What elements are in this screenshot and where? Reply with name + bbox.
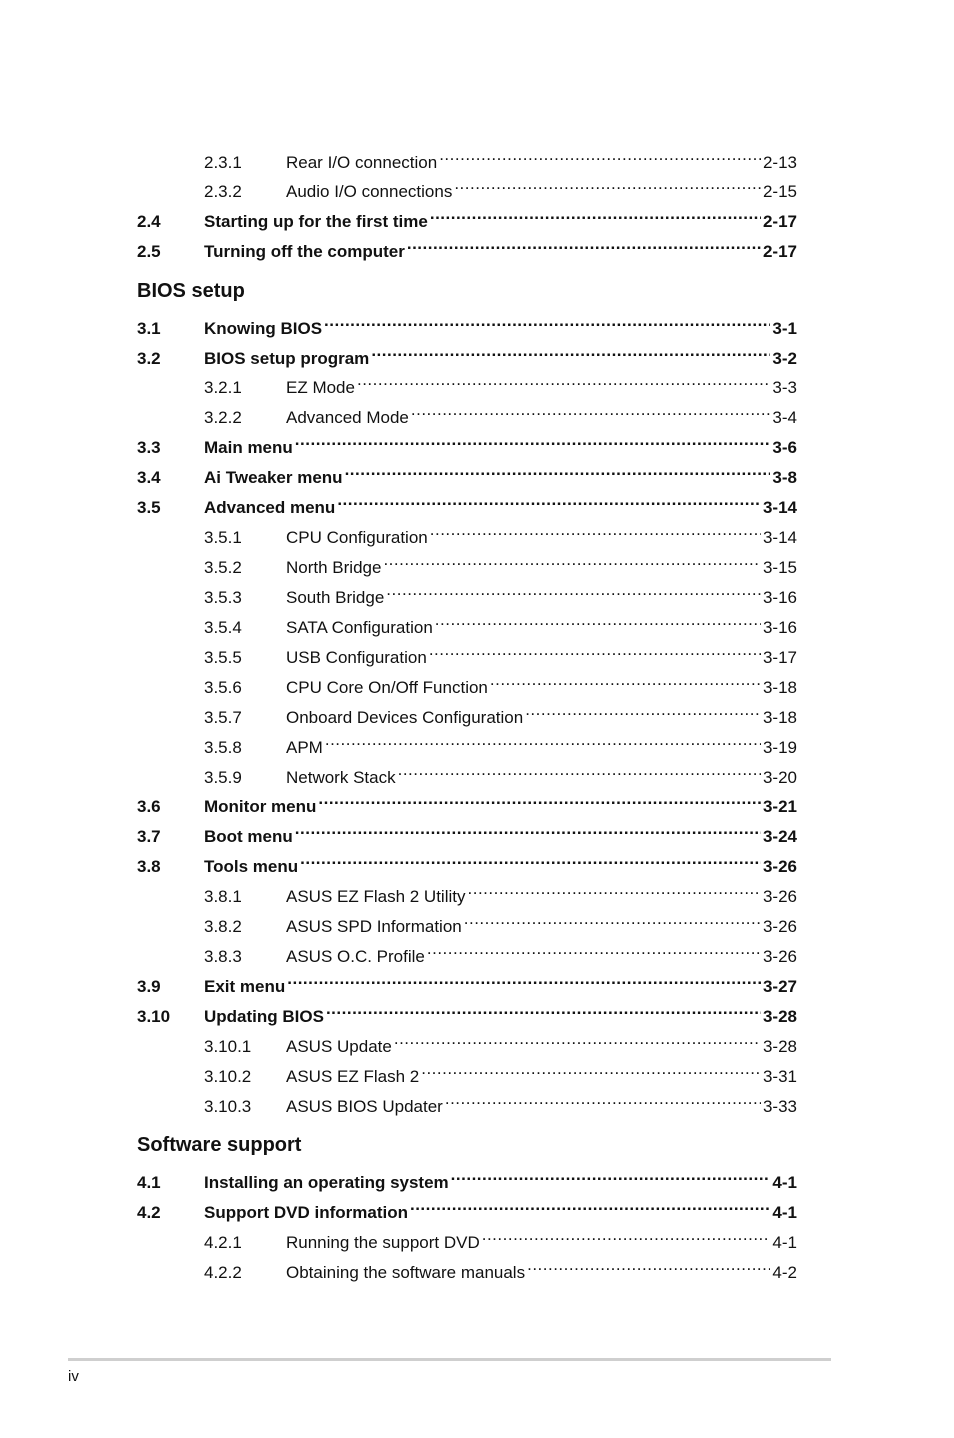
toc-entry-title: Exit menu [204, 977, 286, 996]
toc-entry-number: 3.5.3 [204, 588, 242, 607]
toc-subentry[interactable] [204, 611, 797, 637]
toc-entry-number: 3.10.3 [204, 1097, 252, 1116]
toc-entry-page: 3-1 [772, 319, 797, 338]
toc-entry-page: 3-16 [762, 618, 797, 637]
toc-entry-title: Support DVD information [204, 1203, 408, 1222]
dot-leader [295, 431, 771, 453]
toc-entry-title: Installing an operating system [204, 1173, 449, 1192]
toc-entry-page: 3-21 [762, 797, 797, 816]
toc-entry-number: 2.3.2 [204, 182, 242, 201]
toc-subentry[interactable] [204, 521, 797, 547]
toc-entry-page: 2-15 [762, 182, 797, 201]
dot-leader [411, 401, 771, 423]
toc-entry[interactable] [137, 342, 797, 368]
dot-leader [394, 1030, 761, 1052]
toc-entry-title: ASUS Update [286, 1037, 392, 1056]
toc-subentry[interactable] [204, 731, 797, 757]
toc-entry-number: 3.2.2 [204, 408, 242, 427]
toc-entry-page: 4-1 [772, 1233, 797, 1252]
toc-entry-page: 3-3 [772, 378, 797, 397]
toc-entry-number: 2.4 [137, 212, 161, 231]
dot-leader [318, 790, 761, 812]
toc-entry[interactable] [137, 820, 797, 846]
footer-divider [68, 1358, 831, 1361]
toc-subentry[interactable] [204, 551, 797, 577]
dot-leader [300, 850, 761, 872]
toc-entry-title: CPU Configuration [286, 528, 428, 547]
dot-leader [324, 312, 770, 334]
dot-leader [326, 1000, 761, 1022]
dot-leader [454, 175, 761, 197]
toc-entry-page: 3-4 [772, 408, 797, 427]
toc-entry-title: North Bridge [286, 558, 382, 577]
dot-leader [383, 551, 761, 573]
toc-entry-number: 3.9 [137, 977, 161, 996]
toc-entry-number: 3.8.3 [204, 947, 242, 966]
toc-entry-page: 3-14 [762, 498, 797, 517]
toc-entry[interactable] [137, 1166, 797, 1192]
toc-entry-number: 3.1 [137, 319, 161, 338]
dot-leader [407, 235, 761, 257]
toc-entry-page: 3-18 [762, 708, 797, 727]
toc-entry-page: 4-1 [772, 1203, 797, 1222]
toc-subentry[interactable] [204, 581, 797, 607]
toc-entry-title: Tools menu [204, 857, 299, 876]
toc-entry-number: 3.6 [137, 797, 161, 816]
toc-entry[interactable] [137, 235, 797, 261]
dot-leader [429, 641, 761, 663]
toc-entry-title: ASUS SPD Information [286, 917, 462, 936]
dot-leader [439, 146, 761, 168]
dot-leader [427, 940, 761, 962]
toc-entry-title: Knowing BIOS [204, 319, 323, 338]
toc-entry-number: 3.2 [137, 349, 161, 368]
toc-entry-title: South Bridge [286, 588, 385, 607]
toc-entry-page: 3-24 [762, 827, 797, 846]
toc-entry[interactable] [137, 970, 797, 996]
toc-subentry[interactable] [204, 671, 797, 697]
toc-entry[interactable] [137, 312, 797, 338]
dot-leader [325, 731, 761, 753]
toc-entry-page: 2-17 [762, 212, 797, 231]
section-heading: BIOS setup [137, 280, 245, 302]
toc-subentry[interactable] [204, 401, 797, 427]
toc-entry[interactable] [137, 461, 797, 487]
dot-leader [490, 671, 761, 693]
toc-entry-page: 3-14 [762, 528, 797, 547]
toc-entry-page: 3-33 [762, 1097, 797, 1116]
dot-leader [398, 761, 761, 783]
toc-entry-title: ASUS EZ Flash 2 Utility [286, 887, 466, 906]
toc-entry-number: 4.2.1 [204, 1233, 242, 1252]
toc-entry[interactable] [137, 205, 797, 231]
dot-leader [410, 1196, 770, 1218]
toc-entry-page: 3-16 [762, 588, 797, 607]
toc-entry-page: 3-31 [762, 1067, 797, 1086]
toc-entry-number: 2.3.1 [204, 153, 242, 172]
toc-subentry[interactable] [204, 641, 797, 667]
toc-entry-title: Running the support DVD [286, 1233, 480, 1252]
toc-entry-number: 3.8.2 [204, 917, 242, 936]
toc-entry[interactable] [137, 431, 797, 457]
dot-leader [430, 521, 761, 543]
dot-leader [357, 371, 770, 393]
toc-entry-number: 3.5.7 [204, 708, 242, 727]
toc-entry-number: 3.3 [137, 438, 161, 457]
toc-subentry[interactable] [204, 701, 797, 727]
toc-entry-number: 2.5 [137, 242, 161, 261]
dot-leader [445, 1090, 761, 1112]
toc-entry-title: Main menu [204, 438, 293, 457]
toc-entry-page: 3-26 [762, 857, 797, 876]
toc-entry-number: 3.7 [137, 827, 161, 846]
toc-entry-title: ASUS O.C. Profile [286, 947, 425, 966]
toc-entry-title: Obtaining the software manuals [286, 1263, 526, 1282]
toc-subentry[interactable] [204, 175, 797, 201]
dot-leader [295, 820, 761, 842]
toc-entry-title: Ai Tweaker menu [204, 468, 343, 487]
toc-entry-page: 3-19 [762, 738, 797, 757]
dot-leader [435, 611, 761, 633]
toc-entry-page: 4-1 [772, 1173, 797, 1192]
toc-entry-title: ASUS BIOS Updater [286, 1097, 443, 1116]
toc-entry-title: Starting up for the first time [204, 212, 428, 231]
toc-entry-title: Boot menu [204, 827, 293, 846]
toc-entry-page: 2-13 [762, 153, 797, 172]
toc-entry-page: 3-26 [762, 947, 797, 966]
toc-entry-title: EZ Mode [286, 378, 355, 397]
toc-entry-number: 3.10 [137, 1007, 171, 1026]
toc-entry-number: 3.10.1 [204, 1037, 252, 1056]
toc-entry-page: 3-26 [762, 887, 797, 906]
toc-entry-number: 4.2.2 [204, 1263, 242, 1282]
toc-subentry[interactable] [204, 761, 797, 787]
toc-entry[interactable] [137, 1000, 797, 1026]
toc-entry-title: ASUS EZ Flash 2 [286, 1067, 420, 1086]
toc-entry-title: Onboard Devices Configuration [286, 708, 524, 727]
dot-leader [421, 1060, 761, 1082]
dot-leader [451, 1166, 771, 1188]
toc-entry-page: 3-27 [762, 977, 797, 996]
toc-entry[interactable] [137, 491, 797, 517]
toc-entry-number: 3.5.9 [204, 768, 242, 787]
footer-page-number: iv [68, 1368, 79, 1385]
toc-entry-page: 2-17 [762, 242, 797, 261]
toc-entry[interactable] [137, 790, 797, 816]
toc-entry-number: 3.5.4 [204, 618, 242, 637]
toc-entry-page: 3-28 [762, 1007, 797, 1026]
toc-subentry[interactable] [204, 880, 797, 906]
toc-entry-title: CPU Core On/Off Function [286, 678, 488, 697]
toc-subentry[interactable] [204, 371, 797, 397]
dot-leader [386, 581, 761, 603]
dot-leader [464, 910, 761, 932]
toc-entry-page: 3-26 [762, 917, 797, 936]
dot-leader [430, 205, 761, 227]
toc-entry-page: 3-20 [762, 768, 797, 787]
toc-entry-number: 3.8.1 [204, 887, 242, 906]
dot-leader [525, 701, 761, 723]
toc-entry-page: 3-15 [762, 558, 797, 577]
dot-leader [482, 1226, 771, 1248]
toc-entry-number: 4.2 [137, 1203, 161, 1222]
toc-entry-number: 3.5.2 [204, 558, 242, 577]
toc-entry-page: 3-2 [772, 349, 797, 368]
toc-subentry[interactable] [204, 1030, 797, 1056]
toc-subentry[interactable] [204, 1090, 797, 1116]
toc-entry-title: Network Stack [286, 768, 396, 787]
toc-entry-number: 3.8 [137, 857, 161, 876]
dot-leader [371, 342, 770, 364]
toc-entry[interactable] [137, 1196, 797, 1222]
dot-leader [527, 1256, 770, 1278]
toc-entry-title: Updating BIOS [204, 1007, 324, 1026]
toc-entry-number: 3.4 [137, 468, 161, 487]
section-heading: Software support [137, 1134, 302, 1156]
toc-entry-page: 3-8 [772, 468, 797, 487]
toc-entry-number: 3.5.6 [204, 678, 242, 697]
toc-entry-page: 3-6 [772, 438, 797, 457]
toc-entry-number: 3.10.2 [204, 1067, 252, 1086]
toc-entry-page: 3-17 [762, 648, 797, 667]
toc-subentry[interactable] [204, 1060, 797, 1086]
toc-entry[interactable] [137, 850, 797, 876]
toc-entry-title: APM [286, 738, 323, 757]
dot-leader [345, 461, 771, 483]
toc-entry-title: Audio I/O connections [286, 182, 453, 201]
toc-entry-number: 3.5.8 [204, 738, 242, 757]
dot-leader [337, 491, 761, 513]
toc-subentry[interactable] [204, 1256, 797, 1282]
toc-entry-title: Monitor menu [204, 797, 317, 816]
toc-entry-number: 3.5.1 [204, 528, 242, 547]
toc-entry-number: 3.5 [137, 498, 161, 517]
toc-entry-title: USB Configuration [286, 648, 427, 667]
toc-entry-title: Advanced Mode [286, 408, 409, 427]
toc-entry-title: Advanced menu [204, 498, 336, 517]
toc-entry-page: 3-28 [762, 1037, 797, 1056]
toc-entry-number: 3.2.1 [204, 378, 242, 397]
toc-entry-number: 3.5.5 [204, 648, 242, 667]
toc-entry-title: Rear I/O connection [286, 153, 438, 172]
toc-entry-number: 4.1 [137, 1173, 161, 1192]
toc-entry-title: Turning off the computer [204, 242, 405, 261]
toc-entry-page: 4-2 [772, 1263, 797, 1282]
toc-subentry[interactable] [204, 146, 797, 172]
toc-entry-title: SATA Configuration [286, 618, 433, 637]
dot-leader [468, 880, 761, 902]
dot-leader [287, 970, 761, 992]
toc-subentry[interactable] [204, 940, 797, 966]
toc-subentry[interactable] [204, 1226, 797, 1252]
toc-entry-page: 3-18 [762, 678, 797, 697]
toc-entry-title: BIOS setup program [204, 349, 370, 368]
toc-subentry[interactable] [204, 910, 797, 936]
